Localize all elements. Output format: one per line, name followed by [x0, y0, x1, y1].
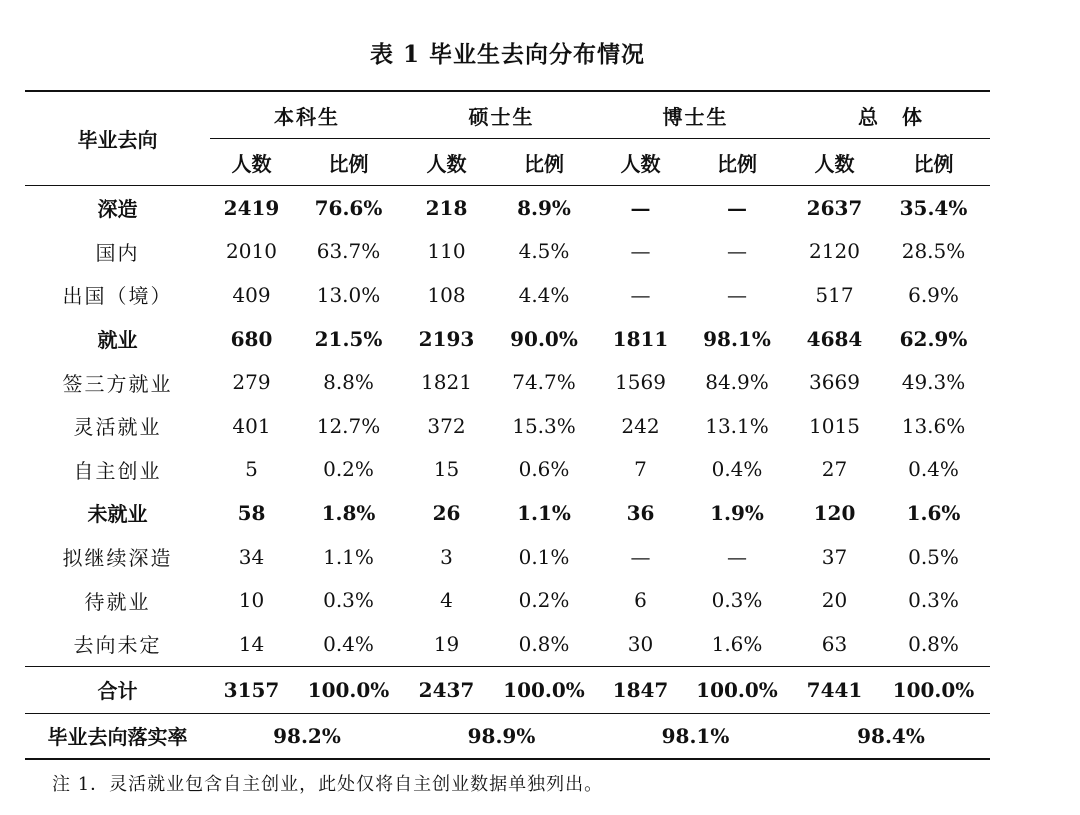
count-cell: 110: [427, 239, 466, 264]
table-row: [25, 273, 990, 317]
count-cell: 2010: [226, 239, 277, 264]
count-cell: 108: [427, 282, 466, 307]
count-cell: —: [630, 282, 651, 307]
graduate-destination-table: [25, 90, 990, 760]
count-cell: 58: [237, 500, 266, 525]
ratio-cell: 0.4%: [323, 631, 374, 656]
count-cell: 1821: [421, 370, 472, 395]
ratio-cell: —: [727, 239, 747, 264]
ratio-cell: 98.1%: [703, 326, 771, 351]
ratio-cell: 4.5%: [518, 239, 570, 264]
table-note: 注 1．灵活就业包含自主创业，此处仅将自主创业数据单独列出。: [52, 774, 604, 795]
row-label-header: 毕业去向: [25, 91, 210, 186]
row-label: 签三方就业: [62, 371, 173, 396]
count-cell: 517: [815, 282, 854, 307]
ratio-cell: 0.3%: [711, 588, 763, 613]
count-cell: 409: [232, 282, 271, 307]
count-cell: 15: [433, 457, 460, 482]
table-row: [25, 230, 990, 274]
count-cell: 10: [238, 588, 265, 613]
count-cell: 7: [634, 457, 647, 482]
total-label: 合计: [25, 666, 210, 713]
table-row: [25, 535, 990, 579]
count-cell: 4: [440, 588, 453, 613]
count-cell: 279: [232, 370, 271, 395]
ratio-cell: 0.2%: [518, 588, 570, 613]
ratio-cell: 4.4%: [518, 282, 570, 307]
placement-rate-cell: 98.2%: [210, 713, 404, 759]
ratio-cell: 1.8%: [321, 500, 376, 525]
count-cell: —: [630, 239, 651, 264]
ratio-cell: 84.9%: [705, 370, 769, 395]
group-header-overall: 总 体: [792, 91, 990, 139]
total-ratio-cell: 100.0%: [489, 666, 599, 713]
ratio-cell: 0.8%: [518, 631, 570, 656]
count-cell: 37: [821, 544, 848, 569]
total-ratio-cell: 100.0%: [877, 666, 990, 713]
count-cell: 1015: [809, 413, 860, 438]
placement-rate-cell: 98.4%: [792, 713, 990, 759]
table-row: [25, 360, 990, 404]
count-cell: 6: [634, 588, 647, 613]
row-label: 去向未定: [73, 633, 162, 658]
count-cell: 34: [238, 544, 265, 569]
ratio-cell: 0.1%: [518, 544, 570, 569]
count-cell: 680: [230, 326, 273, 351]
ratio-cell: 74.7%: [512, 370, 576, 395]
total-ratio-cell: 100.0%: [682, 666, 792, 713]
ratio-cell: 0.2%: [323, 457, 374, 482]
table-row: [25, 578, 990, 622]
table-row: [25, 317, 990, 361]
ratio-cell: 1.6%: [711, 631, 763, 656]
table-row: [25, 622, 990, 666]
count-cell: 2419: [223, 195, 280, 220]
row-label: 深造: [97, 197, 138, 222]
ratio-cell: 12.7%: [316, 413, 381, 438]
placement-rate-row: [25, 713, 990, 759]
count-cell: 27: [821, 457, 848, 482]
count-cell: 120: [813, 500, 856, 525]
total-row: [25, 666, 990, 713]
ratio-cell: 0.6%: [518, 457, 570, 482]
ratio-cell: 28.5%: [901, 239, 966, 264]
ratio-cell: 49.3%: [901, 370, 966, 395]
ratio-cell: 1.1%: [517, 500, 571, 525]
ratio-cell: —: [727, 195, 747, 220]
total-ratio-cell: 100.0%: [293, 666, 404, 713]
row-label: 就业: [97, 328, 138, 353]
row-label: 未就业: [87, 502, 148, 527]
ratio-cell: 8.8%: [323, 370, 374, 395]
total-count-cell: 7441: [792, 666, 877, 713]
count-cell: 30: [627, 631, 654, 656]
total-count-cell: 2437: [404, 666, 489, 713]
ratio-cell: 0.3%: [323, 588, 374, 613]
ratio-cell: 6.9%: [908, 282, 959, 307]
subheader-ratio: 比例: [682, 139, 792, 186]
ratio-cell: —: [727, 544, 747, 569]
count-cell: 2120: [809, 239, 860, 264]
count-cell: 20: [821, 588, 848, 613]
ratio-cell: 76.6%: [314, 195, 383, 220]
ratio-cell: 0.4%: [711, 457, 763, 482]
table-row: [25, 404, 990, 448]
ratio-cell: 13.1%: [705, 413, 769, 438]
subheader-ratio: 比例: [293, 139, 404, 186]
count-cell: 1811: [612, 326, 669, 351]
ratio-cell: 0.5%: [908, 544, 959, 569]
ratio-cell: 1.1%: [323, 544, 374, 569]
count-cell: 3: [440, 544, 453, 569]
count-cell: 2193: [418, 326, 475, 351]
count-cell: —: [630, 195, 651, 220]
placement-rate-cell: 98.9%: [404, 713, 599, 759]
subheader-ratio: 比例: [877, 139, 990, 186]
count-cell: 63: [821, 631, 848, 656]
group-header-undergrad: 本科生: [210, 91, 404, 139]
ratio-cell: —: [727, 282, 747, 307]
ratio-cell: 90.0%: [510, 326, 578, 351]
table-title: 表 1 毕业生去向分布情况: [369, 41, 646, 68]
total-count-cell: 3157: [210, 666, 293, 713]
row-label: 自主创业: [73, 458, 162, 483]
subheader-count: 人数: [599, 139, 682, 186]
count-cell: 5: [245, 457, 258, 482]
row-label: 出国（境）: [62, 284, 173, 309]
ratio-cell: 13.6%: [901, 413, 966, 438]
count-cell: 1569: [615, 370, 666, 395]
ratio-cell: 8.9%: [517, 195, 571, 220]
ratio-cell: 0.4%: [908, 457, 959, 482]
ratio-cell: 21.5%: [314, 326, 383, 351]
row-label: 待就业: [84, 589, 151, 614]
ratio-cell: 63.7%: [316, 239, 381, 264]
subheader-count: 人数: [404, 139, 489, 186]
count-cell: 4684: [806, 326, 863, 351]
count-cell: 2637: [806, 195, 863, 220]
table-row: [25, 491, 990, 535]
ratio-cell: 1.9%: [710, 500, 764, 525]
subheader-count: 人数: [210, 139, 293, 186]
subheader-ratio: 比例: [489, 139, 599, 186]
table-row: [25, 448, 990, 492]
count-cell: 218: [425, 195, 468, 220]
ratio-cell: 62.9%: [899, 326, 968, 351]
subheader-count: 人数: [792, 139, 877, 186]
total-count-cell: 1847: [599, 666, 682, 713]
count-cell: 242: [621, 413, 660, 438]
count-cell: 19: [433, 631, 460, 656]
count-cell: —: [630, 544, 651, 569]
ratio-cell: 0.8%: [908, 631, 959, 656]
ratio-cell: 0.3%: [908, 588, 959, 613]
row-label: 国内: [95, 240, 140, 265]
ratio-cell: 35.4%: [899, 195, 968, 220]
count-cell: 372: [427, 413, 466, 438]
count-cell: 14: [238, 631, 265, 656]
ratio-cell: 13.0%: [316, 282, 381, 307]
count-cell: 401: [232, 413, 271, 438]
row-label: 灵活就业: [73, 415, 162, 440]
count-cell: 26: [432, 500, 461, 525]
row-label: 拟继续深造: [62, 546, 173, 571]
placement-rate-label: 毕业去向落实率: [25, 713, 210, 759]
ratio-cell: 1.6%: [906, 500, 961, 525]
group-header-master: 硕士生: [404, 91, 599, 139]
ratio-cell: 15.3%: [512, 413, 576, 438]
count-cell: 36: [626, 500, 655, 525]
placement-rate-cell: 98.1%: [599, 713, 792, 759]
count-cell: 3669: [809, 370, 860, 395]
group-header-doctor: 博士生: [599, 91, 792, 139]
table-row: [25, 186, 990, 230]
